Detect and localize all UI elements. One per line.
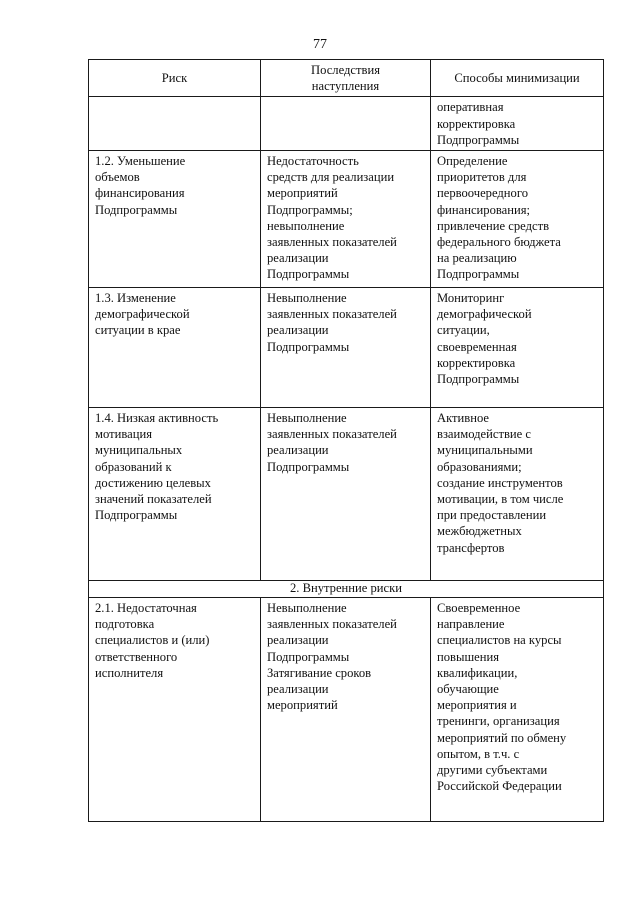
- consequences-cell: Невыполнение заявленных показателей реализации Подпрограммы: [261, 408, 431, 581]
- consequences-cell: Недостаточность средств для реализации мероприятий Подпрограммы; невыполнение заявленных показателей реализации Подпрограммы: [261, 151, 431, 288]
- page-number: 77: [313, 37, 327, 52]
- header-mitigation: Способы минимизации: [431, 60, 604, 97]
- table-row: [89, 598, 604, 822]
- table-row: [89, 97, 604, 151]
- table-header-row: [89, 60, 604, 97]
- risk-table: [88, 59, 604, 822]
- header-consequences: Последствия наступления: [261, 60, 431, 97]
- mitigation-cell: Активное взаимодействие с муниципальными образованиями; создание инструментов мотивации, в том числе при предоставлении межбюджетных трансфертов: [431, 408, 604, 581]
- consequences-cell: Невыполнение заявленных показателей реализации Подпрограммы Затягивание сроков реализации мероприятий: [261, 598, 431, 822]
- mitigation-cell: Мониторинг демографической ситуации, своевременная корректировка Подпрограммы: [431, 288, 604, 408]
- risk-cell: 1.2. Уменьшение объемов финансирования Подпрограммы: [89, 151, 261, 288]
- mitigation-cell: Своевременное направление специалистов на курсы повышения квалификации, обучающие мероприятия и тренинги, организация мероприятий по обмену опытом, в т.ч. с другими субъектами Российской Федерации: [431, 598, 604, 822]
- risk-cell: 2.1. Недостаточная подготовка специалистов и (или) ответственного исполнителя: [89, 598, 261, 822]
- consequences-cell: Невыполнение заявленных показателей реализации Подпрограммы: [261, 288, 431, 408]
- risk-cell: [89, 97, 261, 151]
- section-heading-row: [89, 581, 604, 598]
- table-row: [89, 151, 604, 288]
- header-risk: Риск: [89, 60, 261, 97]
- consequences-cell: [261, 97, 431, 151]
- risk-cell: 1.3. Изменение демографической ситуации в крае: [89, 288, 261, 408]
- table-row: [89, 408, 604, 581]
- mitigation-cell: оперативная корректировка Подпрограммы: [431, 97, 604, 151]
- risk-cell: 1.4. Низкая активность мотивация муниципальных образований к достижению целевых значений показателей Подпрограммы: [89, 408, 261, 581]
- table-row: [89, 288, 604, 408]
- mitigation-cell: Определение приоритетов для первоочередного финансирования; привлечение средств федерального бюджета на реализацию Подпрограммы: [431, 151, 604, 288]
- section-title: 2. Внутренние риски: [89, 581, 604, 598]
